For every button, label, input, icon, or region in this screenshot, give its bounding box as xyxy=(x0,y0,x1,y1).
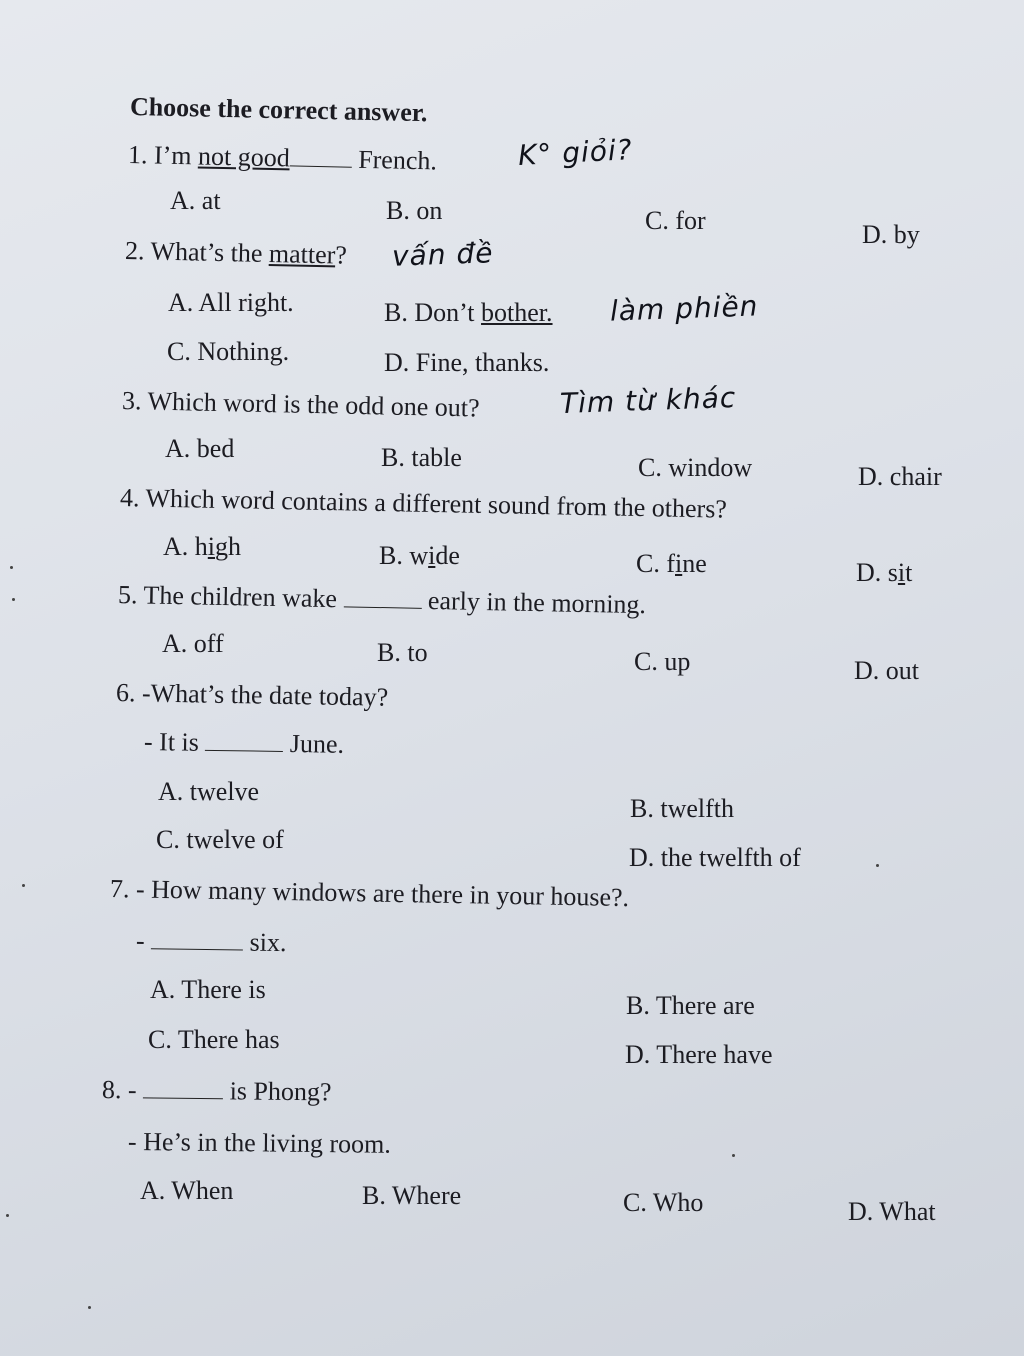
option-3d[interactable]: D. chair xyxy=(858,462,942,491)
handwritten-note: làm phiền xyxy=(609,289,759,328)
option-8d[interactable]: D. What xyxy=(848,1197,936,1226)
page-heading: Choose the correct answer. xyxy=(129,92,428,128)
option-6a[interactable]: A. twelve xyxy=(158,777,260,806)
paper-speck xyxy=(88,1306,91,1309)
question-7-reply-text-end: six. xyxy=(242,927,287,958)
answer-blank xyxy=(205,746,283,752)
answer-blank xyxy=(343,602,421,608)
question-4-stem: 4. Which word contains a different sound from the others? xyxy=(119,483,728,524)
option-4b-text: B. w xyxy=(379,541,429,570)
handwritten-note: Tìm từ khác xyxy=(559,380,737,421)
question-5-stem xyxy=(118,580,647,620)
option-4b-underlined: i xyxy=(428,541,436,570)
paper-speck xyxy=(12,598,15,601)
option-4c-underlined: i xyxy=(675,549,683,578)
option-6b[interactable]: B. twelfth xyxy=(630,794,734,823)
question-5-text-end: early in the morning. xyxy=(421,585,647,620)
question-7-reply xyxy=(136,926,287,958)
question-6-stem: 6. -What’s the date today? xyxy=(115,678,389,712)
paper-speck xyxy=(876,864,879,867)
option-2b-text: B. Don’t xyxy=(384,298,482,327)
option-8a[interactable]: A. When xyxy=(140,1176,234,1205)
handwritten-note: vấn đề xyxy=(391,236,494,273)
question-8-text: 8. - xyxy=(101,1075,144,1105)
option-4a-text: A. h xyxy=(163,532,208,561)
option-4d-underlined: i xyxy=(897,558,906,587)
question-3-stem: 3. Which word is the odd one out? xyxy=(121,386,480,423)
paper-speck xyxy=(732,1154,735,1157)
option-7a[interactable]: A. There is xyxy=(150,975,266,1004)
answer-blank xyxy=(290,161,352,167)
paper-speck xyxy=(22,884,25,887)
question-2-underlined: matter xyxy=(268,239,336,270)
option-5a[interactable]: A. off xyxy=(162,629,224,658)
option-4b-text-end: de xyxy=(435,541,460,570)
option-5c[interactable]: C. up xyxy=(634,647,691,676)
option-1d[interactable]: D. by xyxy=(862,220,920,249)
question-1-text-end: French. xyxy=(351,144,438,176)
paper-speck xyxy=(10,566,13,569)
option-1c[interactable]: C. for xyxy=(645,206,706,235)
option-8b[interactable]: B. Where xyxy=(362,1181,462,1210)
option-4d[interactable] xyxy=(856,558,912,588)
option-7d[interactable]: D. There have xyxy=(625,1040,773,1069)
option-4a-text-end: gh xyxy=(215,532,242,561)
question-7-reply-text: - xyxy=(135,926,152,956)
option-1b[interactable]: B. on xyxy=(386,196,443,225)
question-2-text: 2. What’s the xyxy=(124,236,270,269)
question-1-text: 1. I’m xyxy=(127,140,199,171)
option-2d[interactable]: D. Fine, thanks. xyxy=(384,348,550,377)
question-2-text-end: ? xyxy=(335,240,348,270)
option-2a[interactable]: A. All right. xyxy=(168,288,294,317)
question-7-stem: 7. - How many windows are there in your house?. xyxy=(109,874,630,913)
question-6-reply-text: - It is xyxy=(143,727,206,757)
handwritten-note: K° giỏi? xyxy=(517,133,634,172)
option-4a-underlined: i xyxy=(207,532,216,561)
option-2b-underlined: bother. xyxy=(481,298,553,327)
option-6d[interactable]: D. the twelfth of xyxy=(629,843,801,872)
question-6-reply-text-end: June. xyxy=(283,728,345,759)
answer-blank xyxy=(151,944,243,950)
option-2c[interactable]: C. Nothing. xyxy=(167,337,290,366)
option-6c[interactable]: C. twelve of xyxy=(156,825,284,854)
option-5d[interactable]: D. out xyxy=(854,656,919,685)
option-4c-text-end: ne xyxy=(682,549,707,578)
question-8-reply: - He’s in the living room. xyxy=(127,1127,392,1159)
option-2b[interactable] xyxy=(384,298,553,328)
question-1-stem xyxy=(128,140,438,176)
question-2-stem xyxy=(125,236,348,271)
question-6-reply xyxy=(144,727,344,760)
option-4a[interactable] xyxy=(163,532,241,562)
question-1-underlined: not good xyxy=(197,141,291,173)
question-5-text: 5. The children wake xyxy=(117,580,344,614)
option-4d-text-end: t xyxy=(905,558,913,587)
paper-speck xyxy=(6,1214,9,1217)
option-3b[interactable]: B. table xyxy=(381,443,462,472)
option-3c[interactable]: C. window xyxy=(638,453,753,482)
question-8-stem xyxy=(102,1075,332,1107)
option-7c[interactable]: C. There has xyxy=(148,1025,280,1054)
option-4c[interactable] xyxy=(636,549,707,579)
option-4b[interactable] xyxy=(379,541,460,571)
option-1a[interactable]: A. at xyxy=(170,186,221,215)
option-4c-text: C. f xyxy=(636,549,675,578)
option-3a[interactable]: A. bed xyxy=(165,434,235,463)
option-8c[interactable]: C. Who xyxy=(623,1188,704,1217)
option-4d-text: D. s xyxy=(856,558,898,587)
option-7b[interactable]: B. There are xyxy=(626,991,755,1020)
question-8-text-end: is Phong? xyxy=(223,1076,332,1107)
answer-blank xyxy=(143,1093,223,1099)
option-5b[interactable]: B. to xyxy=(377,638,428,667)
